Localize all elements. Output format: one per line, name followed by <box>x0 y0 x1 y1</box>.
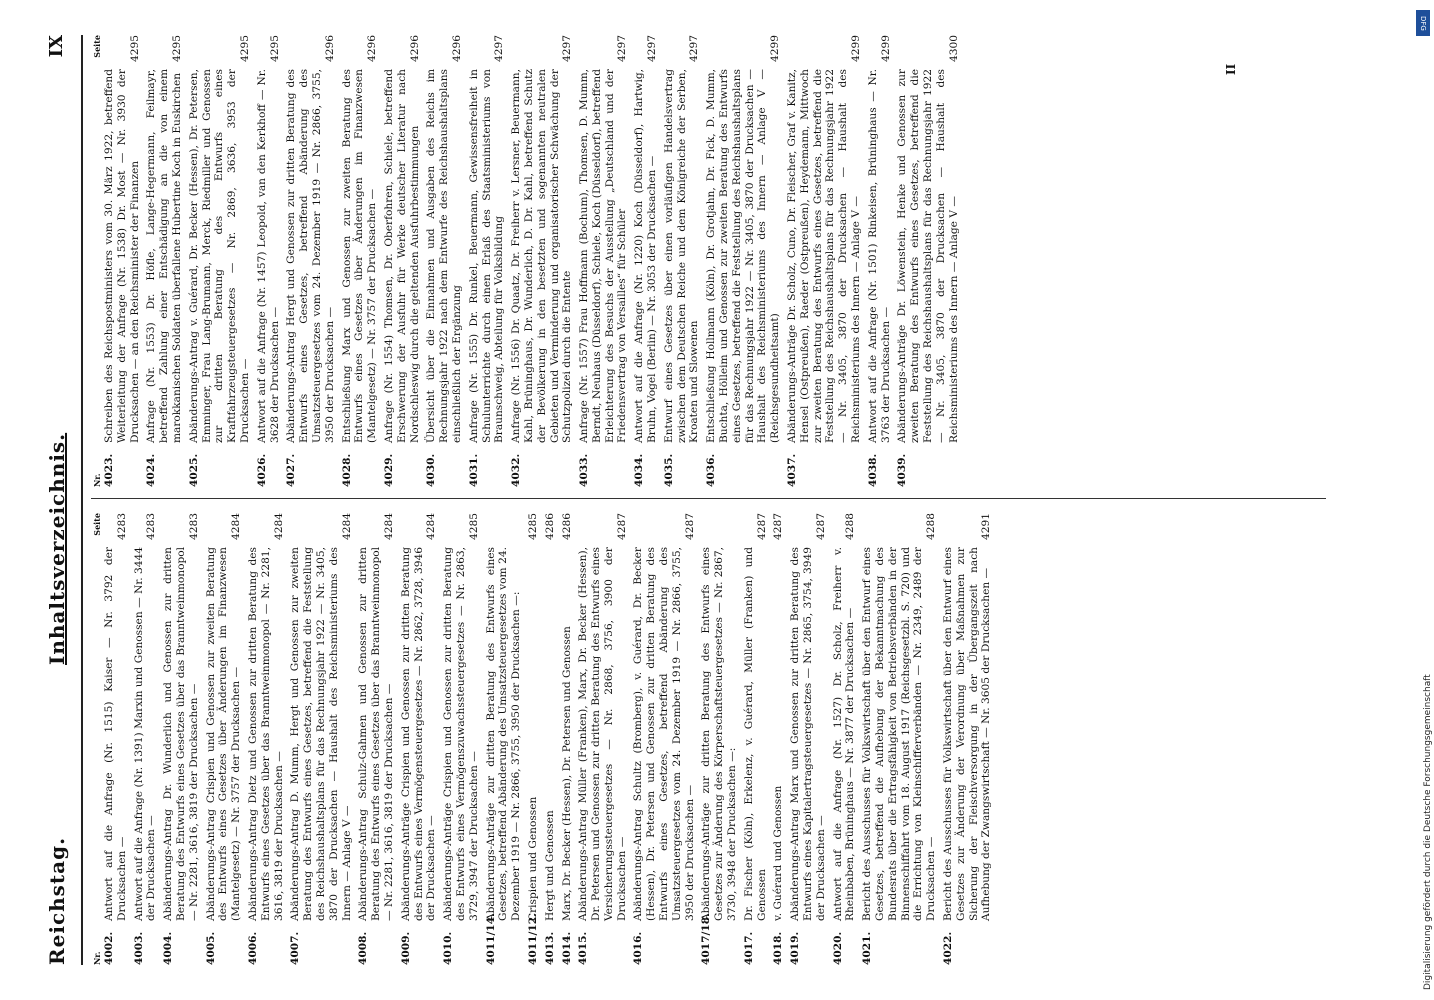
entry-text: Abänderungs-Antrag Müller (Franken), Marx, Dr. Becker (Hessen), Dr. Petersen und Genossen zur dritten Beratung des Entwurfs eines Versicherungssteuergesetzes — Nr. 2868, 3756, 3900 der Drucksachen — <box>577 547 628 921</box>
header-left: Reichstag. <box>45 836 69 965</box>
seite-label: Seite <box>92 513 102 536</box>
entry-number: 4011/12. <box>526 913 539 965</box>
entry-number: 4008. <box>357 931 370 965</box>
entry-page: 4300 <box>947 35 960 62</box>
index-entry <box>663 35 701 487</box>
index-entry <box>205 513 243 965</box>
index-entry <box>247 513 285 965</box>
entry-number: 4023. <box>103 453 115 487</box>
index-entry <box>772 513 785 965</box>
index-entry <box>485 513 523 965</box>
entry-text: Antwort auf die Anfrage (Nr. 1501) Rinkeisen, Brüninghaus — Nr. 3763 der Drucksachen — <box>866 69 892 443</box>
entry-page: 4297 <box>646 35 659 62</box>
entry-number: 4025. <box>187 453 200 487</box>
index-entry <box>256 35 282 487</box>
entry-page: 4283 <box>187 513 200 540</box>
index-entry <box>510 35 574 487</box>
entry-text: Anfrage (Nr. 1556) Dr. Quaatz, Dr. Freiherr v. Lersner, Beuermann, Kahl, Brüninghaus, Dr. Wunderlich, D. Dr. Kahl, betreffend Schutz der Bevölkerung in den besetzten und sogenannten neutralen Gebieten und Verminderung und organisatorischer Schwächung der Schutzpolizei durch die Entente <box>510 69 574 443</box>
entry-text: Übersicht über die Einnahmen und Ausgaben des Reichs im Rechnungsjahr 1922 nach dem Entwurfe des Reichshaushaltsplans einschließlich der Ergänzung <box>425 69 463 443</box>
entry-number: 4014. <box>560 931 573 965</box>
entry-page: 4287 <box>683 513 696 540</box>
index-entry <box>942 513 993 965</box>
index-entry <box>832 513 858 965</box>
index-entry <box>468 35 506 487</box>
entry-page: 4285 <box>467 513 480 540</box>
entry-text: Marx, Dr. Becker (Hessen), Dr. Petersen und Genossen <box>560 626 573 921</box>
index-entry <box>341 35 379 487</box>
entry-number: 4006. <box>246 931 259 965</box>
index-entry <box>425 35 463 487</box>
index-entry <box>133 513 159 965</box>
entry-text: Abänderungs-Anträge zur dritten Beratung des Entwurfs eines Gesetzes zur Änderung des Körperschaftsteuergesetzes — Nr. 2867, 3730, 3948 der Drucksachen —: <box>700 547 739 921</box>
entry-page: 4286 <box>560 513 573 540</box>
entry-page: 4283 <box>115 513 128 540</box>
index-entry <box>145 35 183 487</box>
entry-page: 4284 <box>272 513 285 540</box>
entry-page: 4291 <box>980 513 993 540</box>
entry-number: 4019. <box>789 931 802 965</box>
entry-text: Abänderungs-Antrag D. Mumm, Hergt und Genossen zur zweiten Beratung des Entwurfs eines Gesetzes, betreffend die Feststellung des Reichshaushaltsplans für das Rechnungsjahr 1922 — Nr. 3405, 3870 der Drucksachen — Haushalt des Reichsministeriums des Innern — Anlage V — <box>289 547 353 921</box>
entry-page: 4285 <box>526 513 539 540</box>
right-column-head <box>91 35 103 487</box>
index-entry <box>400 513 438 965</box>
entry-number: 4010. <box>442 931 455 965</box>
entry-text: Anfrage (Nr. 1555) Dr. Runkel, Beuermann, Gewissensfreiheit in Schulunterrichte durch einen Erlaß des Staatsministeriums von Braunschweig, Abteilung für Volksbildung <box>467 69 506 443</box>
right-entry-list <box>103 35 960 487</box>
index-entry <box>289 513 353 965</box>
signature-mark: II <box>1224 63 1238 75</box>
entry-number: 4004. <box>162 931 175 965</box>
nr-label: Nr. <box>92 951 102 965</box>
entry-text: Antwort auf die Anfrage (Nr. 1391) Marxin und Genossen — Nr. 3444 der Drucksachen — <box>132 547 158 921</box>
entry-page: 4286 <box>543 513 556 540</box>
nr-label: Nr. <box>92 473 102 487</box>
entry-text: Abänderungs-Antrag Hergt und Genossen zur dritten Beratung des Entwurfs eines Gesetzes, betreffend Abänderung des Umsatzsteuergesetzes vom 24. Dezember 1919 — Nr. 2866, 3755, 3950 der Drucksachen — <box>285 69 336 443</box>
index-entry <box>633 35 659 487</box>
entry-number: 4021. <box>861 931 874 965</box>
entry-text: Antwort auf die Anfrage (Nr. 1527) Dr. Scholz, Freiherr v. Rheinbaben, Brüninghaus — Nr. 3877 der Drucksachen — <box>831 547 857 921</box>
entry-page: 4287 <box>615 513 628 540</box>
entry-number: 4016. <box>632 931 645 965</box>
entry-number: 4037. <box>786 453 799 487</box>
entry-text: Schreiben des Reichspostministers vom 30. März 1922, betreffend Weiterleitung der Anfrage (Nr. 1538) Dr. Most — Nr. 3930 der Drucksachen — an den Reichsminister der Finanzen <box>103 69 141 443</box>
index-entry <box>896 35 960 487</box>
entry-text: Antwort auf die Anfrage (Nr. 1457) Leopold, van den Kerkhoff — Nr. 3628 der Drucksachen — <box>255 69 281 443</box>
entry-page: 4297 <box>688 35 701 62</box>
entry-text: Dr. Fischer (Köln), Erkelenz, v. Guérard, Müller (Franken) und Genossen <box>742 547 768 921</box>
entry-page: 4295 <box>128 35 141 62</box>
dfg-logo <box>1416 10 1430 36</box>
entry-text: Bericht des Ausschusses für Volkswirtschaft über den Entwurf eines Gesetzes zur Änderung der Verordnung über Maßnahmen zur Sicherung der Fleischversorgung in der Übergangszeit nach Aufhebung der Zwangswirtschaft — Nr. 3605 der Drucksachen — <box>942 547 993 921</box>
entry-number: 4038. <box>866 453 879 487</box>
entry-number: 4035. <box>662 453 675 487</box>
index-entry <box>285 35 336 487</box>
index-entry <box>442 513 480 965</box>
entry-number: 4024. <box>145 453 158 487</box>
entry-number: 4007. <box>289 931 302 965</box>
seite-label: Seite <box>92 35 102 58</box>
entry-number: 4005. <box>204 931 217 965</box>
entry-text: Abänderungs-Anträge Dr. Löwenstein, Henke und Genossen zur zweiten Beratung des Entwurfs eines Gesetzes, betreffend die Feststellung des Reichshaushaltsplans für das Rechnungsjahr 1922 — Nr. 3405, 3870 der Drucksachen — Haushalt des Reichsministeriums des Innern — Anlage V — <box>896 69 960 443</box>
index-entry <box>544 513 557 965</box>
entry-page: 4284 <box>340 513 353 540</box>
entry-text: Crispien und Genossen <box>526 796 539 921</box>
index-entry <box>188 35 252 487</box>
entry-number: 4017/18. <box>700 913 713 965</box>
entry-number: 4002. <box>103 931 115 965</box>
index-entry <box>162 513 200 965</box>
entry-number: 4011/14. <box>484 913 497 965</box>
entry-text: Abänderungs-Anträge Crispien und Genossen zur dritten Beratung des Entwurfs eines Vermögenszuwachssteuergesetzes — Nr. 2863, 3729, 3947 der Drucksachen — <box>442 547 480 921</box>
entry-text: Anfrage (Nr. 1553) Dr. Höfle, Lange-Hegermann, Feilmayr, betreffend Zahlung einer Entschädigung an die von einem marokkanischen Soldaten überfallene Hubertine Koch in Euskirchen <box>145 69 183 443</box>
entry-text: Abänderungs-Antrag Schulz-Gahmen und Genossen zur dritten Beratung des Entwurfs eines Gesetzes über das Branntweinmonopol — Nr. 2281, 3616, 3819 der Drucksachen — <box>357 547 395 921</box>
entry-number: 4027. <box>285 453 298 487</box>
entry-number: 4030. <box>425 453 438 487</box>
index-entry <box>527 513 540 965</box>
entry-page: 4284 <box>230 513 243 540</box>
entry-page: 4296 <box>408 35 421 62</box>
header-page-roman: IX <box>46 35 67 58</box>
entry-page: 4283 <box>145 513 158 540</box>
index-entry <box>383 35 421 487</box>
entry-page: 4284 <box>425 513 438 540</box>
entry-text: Bericht des Ausschusses für Volkswirtschaft über den Entwurf eines Gesetzes, betreffend die Aufhebung der Bekanntmachung des Bundesrats über die Ertragsfähigkeit von Betriebsverbänden in der Binnenschiffahrt vom 18. August 1917 (Reichsgesetzbl. S. 720) und die Errichtung von Kleinschifferverbänden — Nr. 2349, 2489 der Drucksachen — <box>861 547 938 921</box>
index-entry <box>867 35 893 487</box>
left-column <box>91 513 997 965</box>
index-entry <box>789 513 827 965</box>
index-entry <box>743 513 769 965</box>
entry-page: 4297 <box>561 35 574 62</box>
entry-number: 4009. <box>399 931 412 965</box>
entry-page: 4295 <box>268 35 281 62</box>
entry-number: 4032. <box>510 453 523 487</box>
entry-text: Abänderungs-Anträge zur dritten Beratung des Entwurfs eines Gesetzes, betreffend Abänderung des Umsatzsteuergesetzes vom 24. Dezember 1919 — Nr. 2866, 3755, 3950 der Drucksachen —: <box>484 547 523 921</box>
entry-number: 4039. <box>896 453 909 487</box>
entry-number: 4018. <box>772 931 785 965</box>
entry-page: 4295 <box>238 35 251 62</box>
entry-page: 4287 <box>814 513 827 540</box>
index-entry <box>705 35 782 487</box>
entry-page: 4297 <box>616 35 629 62</box>
index-entry <box>632 513 696 965</box>
entry-text: Abänderungs-Antrag Schultz (Bromberg), v. Guérard, Dr. Becker (Hessen), Dr. Petersen und Genossen zur dritten Beratung des Entwurfs eines Gesetzes, betreffend Abänderung des Umsatzsteuergesetzes vom 24. Dezember 1919 — Nr. 2866, 3755, 3950 der Drucksachen — <box>632 547 696 921</box>
entry-text: Antwort auf die Anfrage (Nr. 1515) Kaiser — Nr. 3792 der Drucksachen — <box>103 547 128 921</box>
entry-page: 4296 <box>366 35 379 62</box>
left-entry-list <box>103 513 993 965</box>
entry-page: 4287 <box>755 513 768 540</box>
entry-text: Anfrage (Nr. 1554) Thomsen, Dr. Oberfohren, Schiele, betreffend Erschwerung der Ausfuhr für Werke deutscher Literatur nach Nordschleswig durch die geltenden Ausfuhrbestimmungen <box>382 69 421 443</box>
entry-text: Entschließung Hollmann (Köln), Dr. Grotjahn, Dr. Fick, D. Mumm, Buchta, Hölleim und Genossen zur zweiten Beratung des Entwurfs eines Gesetzes, betreffend die Feststellung des Reichshaushaltsplans für das Rechnungsjahr 1922 — Nr. 3405, 3870 der Drucksachen — Haushalt des Reichsministeriums des Innern — Anlage V — (Reichsgesundheitsamt) <box>705 69 782 443</box>
entry-text: Abänderungs-Anträge Dr. Scholz, Cuno, Dr. Fleischer, Graf v. Kanitz, Hensel (Ostpreußen), Raeder (Ostpreußen), Heydemann, Mittwoch zur zweiten Beratung des Entwurfs eines Gesetzes, betreffend die Feststellung des Reichshaushaltsplans für das Rechnungsjahr 1922 — Nr. 3405, 3870 der Drucksachen — Haushalt des Reichsministeriums des Innern — Anlage V — <box>786 69 863 443</box>
index-entry <box>577 513 628 965</box>
entry-text: Abänderungs-Antrag Marx und Genossen zur dritten Beratung des Entwurfs eines Kapitalertragsteuergesetzes — Nr. 2865, 3754, 3949 der Drucksachen — <box>789 547 827 921</box>
entry-number: 4033. <box>578 453 591 487</box>
index-entry <box>861 513 938 965</box>
entry-page: 4288 <box>925 513 938 540</box>
right-column <box>91 35 964 487</box>
entry-number: 4022. <box>942 931 955 965</box>
entry-text: Hergt und Genossen <box>543 810 556 921</box>
column-divider <box>91 498 1326 499</box>
entry-number: 4031. <box>467 453 480 487</box>
document-page <box>45 35 1345 965</box>
page-header <box>45 35 81 965</box>
logo-text: DFG <box>1419 15 1427 31</box>
entry-page: 4296 <box>450 35 463 62</box>
entry-text: Anfrage (Nr. 1557) Frau Hoffmann (Bochum), Thomsen, D. Mumm, Berndt, Neuhaus (Düsseldorf), Schiele, Koch (Düsseldorf), betreffend Erleichterung des Besuchs der Ausstellung „Deutschland und der Friedensvertrag von Versailles“ für Schüler <box>578 69 629 443</box>
left-column-head <box>91 513 103 965</box>
entry-text: Antwort auf die Anfrage (Nr. 1220) Koch (Düsseldorf), Hartwig, Bruhn, Vogel (Berlin) — Nr. 3053 der Drucksachen — <box>633 69 659 443</box>
entry-page: 4297 <box>493 35 506 62</box>
entry-page: 4288 <box>844 513 857 540</box>
index-entry <box>578 35 629 487</box>
entry-page: 4299 <box>850 35 863 62</box>
entry-number: 4034. <box>633 453 646 487</box>
entry-page: 4299 <box>879 35 892 62</box>
entry-text: Abänderungs-Anträge Crispien und Genossen zur dritten Beratung des Entwurfs eines Vermögensteuergesetzes — Nr. 2862, 3728, 3946 der Drucksachen — <box>399 547 438 921</box>
entry-number: 4013. <box>543 931 556 965</box>
entry-number: 4015. <box>577 931 590 965</box>
entry-text: Abänderungs-Antrag Dietz und Genossen zur dritten Beratung des Entwurfs eines Gesetzes über das Branntweinmonopol — Nr. 2281, 3616, 3819 der Drucksachen — <box>246 547 285 921</box>
entry-text: Abänderungs-Antrag v. Guérard, Dr. Becker (Hessen), Dr. Petersen, Emminger, Frau Lang-Brumann, Merck, Riedmiller und Genossen zur dritten Beratung des Entwurfs eines Kraftfahrzeugsteuergesetzes — Nr. 2869, 3636, 3953 der Drucksachen — <box>187 69 251 443</box>
entry-number: 4017. <box>742 931 755 965</box>
entry-text: v. Guérard und Genossen <box>772 785 785 921</box>
entry-page: 4295 <box>170 35 183 62</box>
entry-text: Abänderungs-Antrag Crispien und Genossen zur zweiten Beratung des Entwurfs eines Gesetzes über Änderungen im Finanzwesen (Mantelgesetz) — Nr. 3757 der Drucksachen — <box>204 547 243 921</box>
entry-text: Entwurf eines Gesetzes über einen vorläufigen Handelsvertrag zwischen dem Deutschen Reiche und dem Königreiche der Serben, Kroaten und Slowenen <box>662 69 701 443</box>
entry-text: Entschließung Marx und Genossen zur zweiten Beratung des Entwurfs eines Gesetzes über Änderungen im Finanzwesen (Mantelgesetz) — Nr. 3757 der Drucksachen — <box>340 69 379 443</box>
index-entry <box>103 35 141 487</box>
entry-number: 4003. <box>132 931 145 965</box>
entry-number: 4026. <box>255 453 268 487</box>
funding-note: Digitalisierung gefördert durch die Deutsche Forschungsgemeinschaft <box>1423 674 1433 990</box>
entry-page: 4287 <box>772 513 785 540</box>
entry-text: Abänderungs-Antrag Dr. Wunderlich und Genossen zur dritten Beratung des Entwurfs eines Gesetzes über das Branntweinmonopol — Nr. 2281, 3616, 3819 der Drucksachen — <box>162 547 200 921</box>
index-entry <box>561 513 574 965</box>
index-entry <box>786 35 863 487</box>
entry-number: 4028. <box>340 453 353 487</box>
index-entry <box>700 513 738 965</box>
header-title: Inhaltsverzeichnis. <box>45 432 69 665</box>
entry-page: 4284 <box>382 513 395 540</box>
header-rule <box>81 35 83 965</box>
entry-number: 4020. <box>831 931 844 965</box>
entry-number: 4029. <box>382 453 395 487</box>
entry-page: 4296 <box>323 35 336 62</box>
entry-page: 4299 <box>769 35 782 62</box>
entry-number: 4036. <box>705 453 718 487</box>
index-entry <box>357 513 395 965</box>
index-entry <box>103 513 129 965</box>
